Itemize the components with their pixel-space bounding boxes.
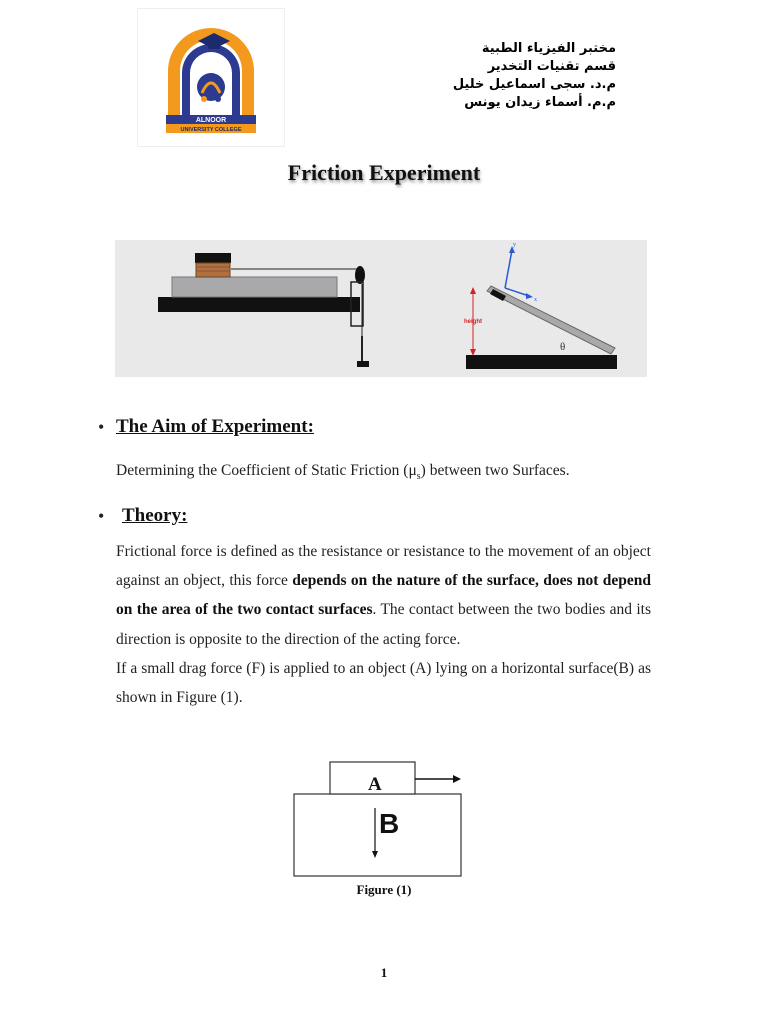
aim-text — [116, 462, 570, 482]
theta-label: θ — [560, 341, 566, 353]
label-b: B — [379, 808, 400, 839]
table-base — [158, 297, 360, 312]
x-label: x — [534, 297, 537, 303]
theory-body — [116, 537, 651, 712]
aim-bullet: • — [98, 417, 105, 437]
horizontal-surface — [172, 277, 337, 297]
logo-text-line2: UNIVERSITY COLLEGE — [180, 127, 242, 133]
top-weight — [195, 253, 231, 263]
figure-1 — [290, 758, 465, 880]
institution-header — [356, 40, 616, 112]
y-axis-arrow — [505, 250, 512, 288]
aim-symbol-open: ( — [399, 462, 409, 479]
wooden-block — [196, 263, 230, 277]
apparatus-illustration — [115, 240, 647, 377]
university-logo — [137, 8, 285, 147]
aim-mu: μ — [408, 462, 417, 479]
page-title: Friction Experiment — [287, 160, 481, 185]
theory-paragraph-1 — [116, 537, 651, 654]
instructor-2: م.م. أسماء زيدان يونس — [464, 95, 616, 110]
logo-text-line1: ALNOOR — [195, 117, 227, 124]
theory-p1-part1: Frictional force is defined as the resistance or resistance to the movement of an object against an object, this force — [116, 543, 651, 590]
department-name: قسم تقنيات التخدير — [487, 59, 616, 74]
instructor-1: م.د. سجى اسماعيل خليل — [452, 77, 616, 92]
page-number: 1 — [380, 965, 388, 980]
incline-base — [466, 355, 617, 369]
aim-mu-subscript: s — [416, 471, 421, 483]
inclined-plane — [487, 286, 615, 354]
label-a: A — [368, 774, 382, 795]
hanging-mass — [357, 361, 369, 367]
aim-symbol-close: ) — [420, 462, 426, 479]
lab-name: مختبر الفيزياء الطبية — [481, 41, 616, 56]
theory-bullet: • — [98, 506, 105, 526]
y-label: y — [513, 242, 516, 248]
university-logo-icon — [138, 9, 284, 146]
theory-paragraph-2: If a small drag force (F) is applied to an object (A) lying on a horizontal surface(B) as shown in Figure (1). — [116, 659, 651, 707]
height-label: height — [464, 319, 482, 325]
apparatus-figure — [115, 240, 647, 377]
aim-text-after: between two Surfaces. — [425, 462, 570, 479]
figure-1-diagram — [290, 758, 465, 880]
theory-heading: Theory: — [122, 505, 188, 526]
logo-emblem — [197, 73, 225, 101]
figure-1-caption: Figure (1) — [356, 882, 412, 897]
theory-p1-bold: depends on the nature of the surface, does not depend on the area of the two contact surfaces — [116, 572, 651, 619]
surface-b — [294, 794, 461, 876]
aim-heading: The Aim of Experiment: — [116, 416, 314, 437]
aim-term: Coefficient of Static Friction — [221, 462, 400, 479]
theory-p1-part2: . The contact between the two bodies and its direction is opposite to the direction of the acting force. — [116, 601, 651, 648]
aim-text-before: Determining the — [116, 462, 222, 479]
